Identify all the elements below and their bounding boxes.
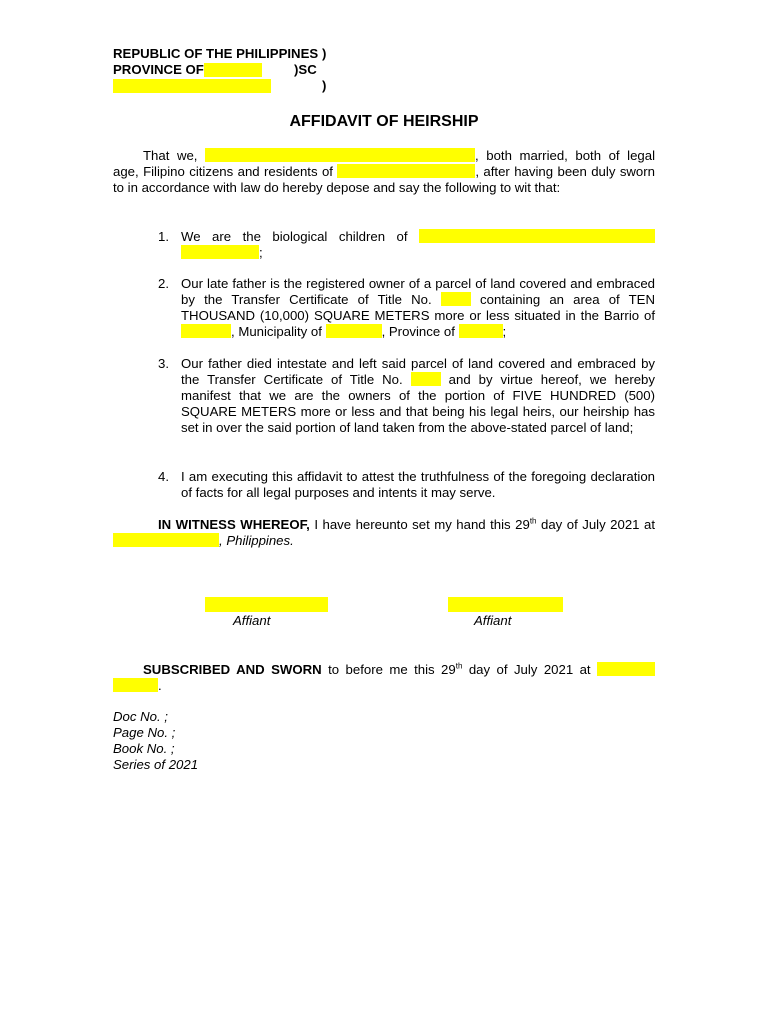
item-2-text (181, 276, 655, 340)
item-2-text-4: , Province of (381, 324, 455, 339)
item-3-text-2: and by virtue hereof, we hereby manifest that we are the owners of the portion of FIVE HUNDRED (500) SQUARE METERS more or less and that being his legal heirs, our heirship has set in over the said portion of land taken from the above-stated parcel of land; (181, 372, 655, 435)
redaction-city (113, 79, 271, 93)
item-2-text-2: containing an area of TEN THOUSAND (10,000) SQUARE METERS more or less situated in the Barrio of (181, 292, 656, 323)
header-paren-2: ) (322, 78, 327, 93)
redaction-sworn-place-2 (113, 678, 158, 692)
redaction-sworn-place (597, 662, 655, 676)
item-1-text-2: ; (259, 245, 263, 260)
header-province-label: PROVINCE OF (113, 62, 204, 77)
redaction-parent-name-2 (181, 245, 259, 259)
redaction-municipality (326, 324, 382, 338)
witness-sup: th (529, 516, 537, 526)
item-1-text-1: We are the biological children of (181, 229, 408, 244)
item-4-number: 4. (158, 469, 169, 484)
notary-page-no: Page No. ; (113, 725, 176, 740)
item-3-text (181, 356, 655, 436)
item-1-number: 1. (158, 229, 169, 244)
item-3-number: 3. (158, 356, 169, 371)
redaction-province-2 (459, 324, 503, 338)
redaction-affiant-2 (448, 597, 563, 612)
redaction-parent-name (419, 229, 655, 243)
redaction-barrio (181, 324, 231, 338)
witness-place: , Philippines. (219, 533, 294, 548)
redaction-residence (337, 164, 475, 178)
sworn-paragraph (113, 662, 655, 694)
item-2-text-3: , Municipality of (231, 324, 322, 339)
item-2-text-5: ; (502, 324, 507, 339)
header-republic: REPUBLIC OF THE PHILIPPINES (113, 46, 319, 61)
intro-text-3: , after having been duly sworn to in accordance with law do hereby depose and say the following to wit that: (113, 164, 655, 195)
item-3-text-1: Our father died intestate and left said parcel of land covered and embraced by the Transfer Certificate of Title No. (181, 356, 655, 387)
affiant-label-1: Affiant (233, 613, 271, 628)
witness-text-1: I have hereunto set my hand this 29 (314, 517, 530, 532)
redaction-names (205, 148, 475, 162)
item-4-text (181, 469, 655, 501)
redaction-affiant-1 (205, 597, 328, 612)
redaction-witness-place (113, 533, 219, 547)
affiant-label-2: Affiant (474, 613, 512, 628)
witness-paragraph (113, 517, 655, 549)
item-2-number: 2. (158, 276, 169, 291)
notary-series: Series of 2021 (113, 757, 199, 772)
witness-text-2: day of July 2021 (540, 517, 640, 532)
item-1-text (181, 229, 655, 261)
item-4-text-1: I am executing this affidavit to attest the truthfulness of the foregoing declaration of facts for all legal purposes and intents it may serve. (181, 469, 655, 500)
intro-text-2: , both married, both of legal age, Filipino citizens and residents of (113, 148, 656, 179)
notary-book-no: Book No. ; (113, 741, 175, 756)
witness-at: at (644, 517, 656, 532)
intro-text-1: That we, (143, 148, 198, 163)
witness-bold: IN WITNESS WHEREOF, (158, 517, 310, 532)
page-title: AFFIDAVIT OF HEIRSHIP (289, 113, 479, 130)
header-sc: )SC (294, 62, 317, 77)
redaction-province (204, 63, 262, 77)
sworn-bold: SUBSCRIBED AND SWORN (143, 662, 322, 677)
sworn-end: . (158, 678, 162, 693)
intro-paragraph (113, 148, 655, 196)
header-paren-1: ) (322, 46, 327, 61)
sworn-text-1: to before me this 29 (328, 662, 456, 677)
redaction-title-no (441, 292, 471, 306)
redaction-title-no-2 (411, 372, 441, 386)
notary-doc-no: Doc No. ; (113, 709, 168, 724)
sworn-text-2: day of July 2021 at (468, 662, 591, 677)
item-2-text-1: Our late father is the registered owner of a parcel of land covered and embraced by the Transfer Certificate of Title No. (181, 276, 655, 307)
sworn-sup: th (455, 661, 463, 671)
